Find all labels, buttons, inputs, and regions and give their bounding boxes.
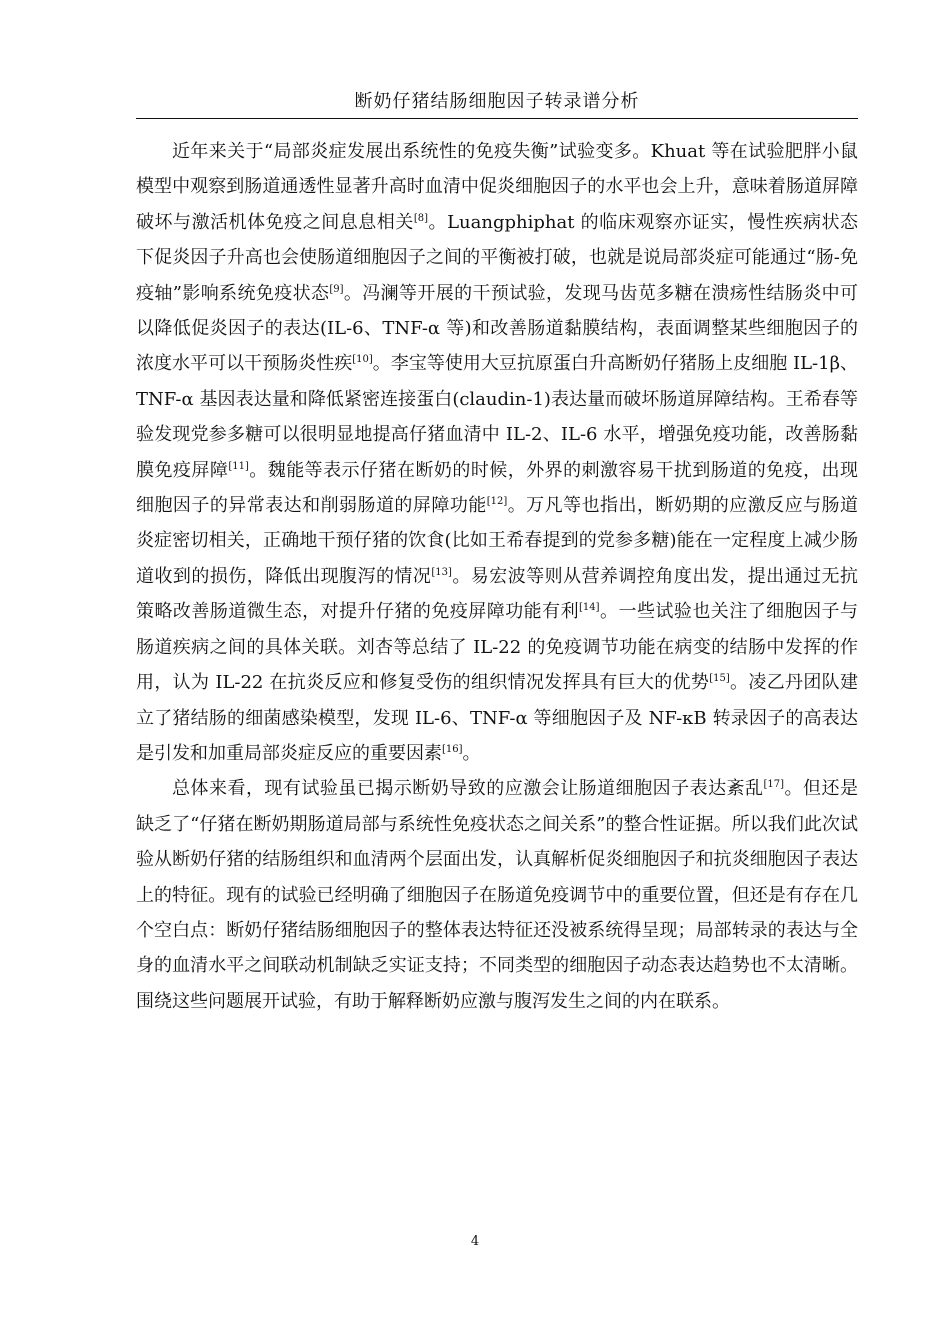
page-number: 4 (470, 1234, 480, 1249)
citation[interactable]: [15] (709, 673, 730, 685)
text-segment: 近年来关于“局部炎症发展出系统性的免疫失衡”试验变多。Khuat 等在试验肥胖小鼠模型中观察到肠道通透性显著升高时血清中促炎细胞因子的水平也会上升，意味着肠道屏障破坏与激活机体免疫之间息息相关 (136, 141, 858, 233)
citation[interactable]: [11] (228, 460, 249, 472)
citation[interactable]: [17] (763, 779, 785, 791)
citation[interactable]: [13] (431, 566, 452, 578)
text-segment: 。Luangphiphat 的临床观察亦证实，慢性疾病状态下促炎因子升高也会使肠道细胞因子之间的平衡被打破，也就是说局部炎症可能通过“肠-免疫轴”影响系统免疫状态 (136, 211, 858, 304)
citation[interactable]: [10] (352, 354, 373, 366)
text-segment: 。凌乙丹团队建立了猪结肠的细菌感染模型，发现 IL-6、TNF-α 等细胞因子及 NF-κB 转录因子的高表达是引发和加重局部炎症反应的重要因素 (136, 672, 858, 764)
citation[interactable]: [8] (413, 212, 429, 224)
text-segment: 。一些试验也关注了细胞因子与肠道疾病之间的具体关联。刘杏等总结了 IL-22 的免疫调节功能在病变的结肠中发挥的作用，认为 IL-22 在抗炎反应和修复受伤的组织情况发挥具有巨大的优势 (136, 601, 858, 694)
citation[interactable]: [9] (329, 283, 344, 295)
text-segment: 。 (462, 742, 481, 764)
body-text (136, 134, 858, 1019)
text-segment: 。冯澜等开展的干预试验，发现马齿苋多糖在溃疡性结肠炎中可以降低促炎因子的表达(IL-6、TNF-α 等)和改善肠道黏膜结构，表面调整某些细胞因子的浓度水平可以干预肠炎性疾 (136, 282, 858, 375)
citation[interactable]: [14] (579, 602, 600, 614)
paragraph-1 (136, 134, 858, 771)
text-segment: 。魏能等表示仔猪在断奶的时候，外界的刺激容易干扰到肠道的免疫，出现细胞因子的异常表达和削弱肠道的屏障功能 (136, 459, 859, 517)
text-segment: 。万凡等也指出，断奶期的应激反应与肠道炎症密切相关，正确地干预仔猪的饮食(比如王希春提到的党参多糖)能在一定程度上减少肠道收到的损伤，降低出现腹泻的情况 (136, 495, 858, 587)
text-segment: 总体来看，现有试验虽已揭示断奶导致的应激会让肠道细胞因子表达紊乱 (172, 778, 764, 800)
text-segment: 。但还是缺乏了“仔猪在断奶期肠道局部与系统性免疫状态之间关系”的整合性证据。所以我们此次试验从断奶仔猪的结肠组织和血清两个层面出发，认真解析促炎细胞因子和抗炎细胞因子表达上的特征。现有的试验已经明确了细胞因子在肠道免疫调节中的重要位置，但还是有存在几个空白点：断奶仔猪结肠细胞因子的整体表达特征还没被系统得呈现；局部转录的表达与全身的血清水平之间联动机制缺乏实证支持；不同类型的细胞因子动态表达趋势也不太清晰。围绕这些问题展开试验，有助于解释断奶应激与腹泻发生之间的内在联系。 (136, 778, 859, 1012)
header-rule (136, 118, 858, 119)
citation[interactable]: [12] (486, 496, 508, 508)
running-header: 断奶仔猪结肠细胞因子转录谱分析 (354, 91, 640, 112)
text-segment: 。易宏波等则从营养调控角度出发，提出通过无抗策略改善肠道微生态，对提升仔猪的免疫屏障功能有利 (136, 565, 859, 623)
paragraph-2 (136, 771, 858, 1019)
citation[interactable]: [16] (442, 743, 463, 755)
text-segment: 。李宝等使用大豆抗原蛋白升高断奶仔猪肠上皮细胞 IL-1β、TNF-α 基因表达量和降低紧密连接蛋白(claudin-1)表达量而破坏肠道屏障结构。王希春等验发现党参多糖可以很明显地提高仔猪血清中 IL-2、IL-6 水平，增强免疫功能，改善肠黏膜免疫屏障 (136, 353, 858, 481)
